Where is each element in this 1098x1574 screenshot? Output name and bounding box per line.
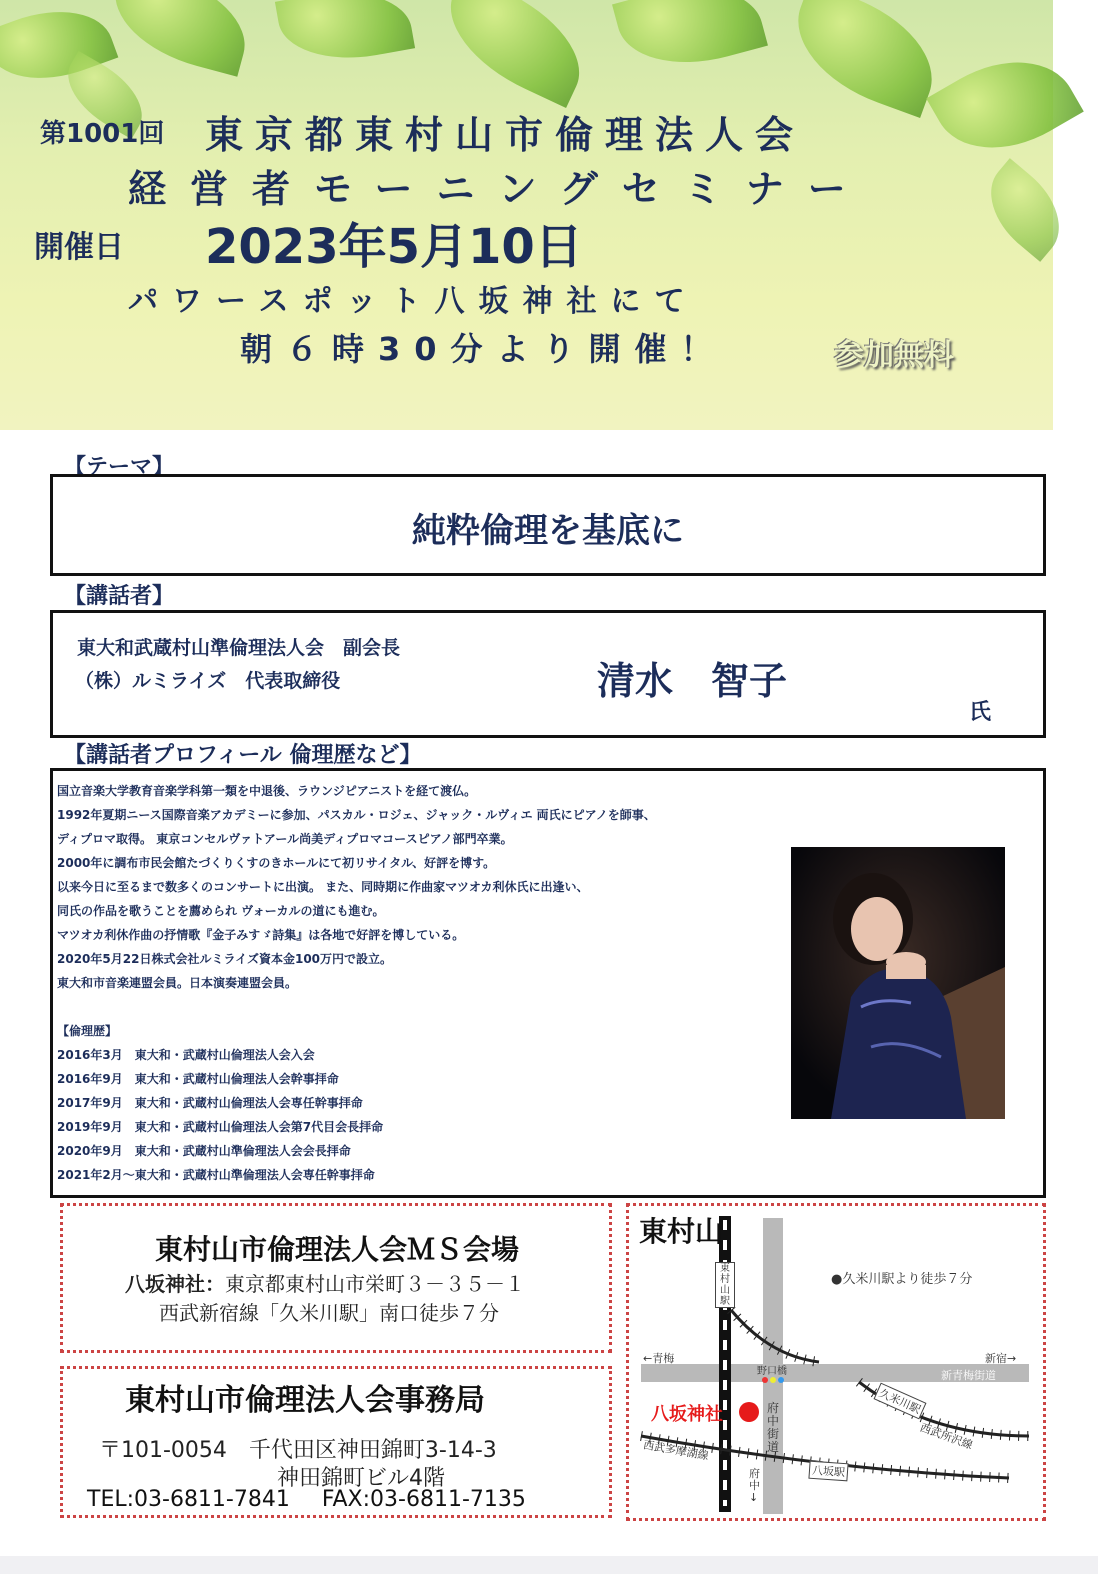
speaker-role-2: （株）ルミライズ 代表取締役	[75, 670, 341, 692]
map-kumegawa: 久米川駅	[874, 1383, 927, 1420]
spacer	[57, 995, 656, 1019]
office-box	[60, 1366, 612, 1518]
profile-line: 同氏の作品を歌うことを薦められ ヴォーカルの道にも進む。	[57, 904, 385, 918]
leaf-decoration	[612, 0, 768, 82]
page-footer-strip	[0, 1556, 1098, 1574]
map-shrine: 八坂神社	[651, 1404, 723, 1425]
speaker-suffix: 氏	[969, 700, 992, 725]
speaker-label: 【講話者】	[64, 584, 175, 609]
leaf-decoration	[430, 0, 600, 108]
header-banner	[0, 0, 1053, 430]
profile-line: 2020年5月22日株式会社ルミライズ資本金100万円で設立。	[57, 952, 393, 966]
map-station: 東村山駅	[715, 1262, 735, 1308]
profile-label: 【講話者プロフィール 倫理歴など】	[64, 743, 422, 768]
history-line: 2019年9月 東大和・武蔵村山倫理法人会第7代目会長拝命	[57, 1120, 384, 1134]
venue-box	[60, 1203, 612, 1353]
history-line: 2017年9月 東大和・武蔵村山倫理法人会専任幹事拝命	[57, 1096, 363, 1110]
leaf-decoration	[275, 0, 415, 71]
map-bridge: 野口橋	[757, 1366, 787, 1377]
history-line: 2016年3月 東大和・武蔵村山倫理法人会入会	[57, 1048, 315, 1062]
speaker-photo-illustration	[791, 847, 1005, 1119]
leaf-decoration	[102, 0, 258, 77]
profile-box	[50, 768, 1046, 1198]
profile-line: 以来今日に至るまで数多くのコンサートに出演。 また、同時期に作曲家マツオカ利休氏に出逢い、	[57, 880, 589, 894]
access-map	[626, 1203, 1046, 1521]
office-postal: 〒101-0054 千代田区神田錦町3-14-3	[99, 1438, 497, 1463]
leaf-decoration	[779, 0, 951, 118]
free-badge: 参加無料	[834, 338, 954, 373]
date-label: 開催日	[34, 230, 124, 265]
theme-box	[50, 474, 1046, 576]
time-line: 朝６時30分より開催！	[240, 330, 727, 368]
seminar-title: 経営者モーニングセミナー	[128, 167, 870, 211]
leaf-decoration	[971, 158, 1053, 262]
org-title: 東京都東村山市倫理法人会	[205, 113, 806, 157]
profile-line: 東大和市音楽連盟会員。日本演奏連盟会員。	[57, 976, 298, 990]
map-yasaka-station: 八坂駅	[808, 1461, 848, 1482]
map-to-shinjuku: 新宿→	[985, 1352, 1017, 1365]
theme-label: 【テーマ】	[64, 455, 175, 480]
profile-line: マツオカ利休作曲の抒情歌『金子みすゞ詩集』は各地で好評を博している。	[57, 928, 465, 942]
map-walk-note: ●久米川駅より徒歩７分	[831, 1272, 973, 1287]
profile-text	[57, 779, 656, 1187]
venue-line: パワースポット八坂神社にて	[128, 284, 699, 319]
map-road: 新青梅街道	[941, 1369, 996, 1382]
shrine-label: 八坂神社：	[125, 1272, 225, 1296]
map-tamako-line: 西武多摩湖線	[642, 1438, 710, 1463]
speaker-role-1: 東大和武蔵村山準倫理法人会 副会長	[77, 637, 401, 659]
history-label: 【倫理歴】	[57, 1024, 118, 1038]
map-fuchu: 府中↓	[749, 1467, 760, 1504]
profile-line: ディプロマ取得。 東京コンセルヴァトアール尚美ディプロマコースピアノ部門卒業。	[57, 832, 513, 846]
venue-address-line	[125, 1268, 525, 1297]
session-number: 第1001回	[40, 119, 165, 149]
speaker-box	[50, 610, 1046, 738]
event-date: 2023年5月10日	[205, 219, 583, 275]
office-fax: FAX:03-6811-7135	[321, 1487, 526, 1512]
map-fuchu-road: 府中街道	[767, 1401, 780, 1454]
office-contact	[87, 1487, 526, 1512]
office-building: 神田錦町ビル4階	[277, 1466, 445, 1491]
profile-line: 1992年夏期ニース国際音楽アカデミーに参加、パスカル・ロジェ、ジャック・ルヴィエ 両氏にピアノを師事、	[57, 808, 656, 822]
venue-access: 西武新宿線「久米川駅」南口徒歩７分	[159, 1301, 499, 1325]
profile-line: 国立音楽大学教育音楽学科第一類を中退後、ラウンジピアニストを経て渡仏。	[57, 784, 477, 798]
venue-title: 東村山市倫理法人会ＭＳ会場	[155, 1233, 520, 1266]
office-tel: TEL:03-6811-7841	[87, 1487, 290, 1512]
leaf-decoration	[926, 34, 1053, 177]
history-line: 2016年9月 東大和・武蔵村山倫理法人会幹事拝命	[57, 1072, 339, 1086]
office-title: 東村山市倫理法人会事務局	[125, 1383, 485, 1418]
theme-title: 純粋倫理を基底に	[412, 511, 684, 551]
speaker-photo	[791, 847, 1005, 1119]
map-seibu-line: 西武所沢線	[918, 1420, 975, 1452]
profile-line: 2000年に調布市民会館たづくりくすのきホールにて初リサイタル、好評を博す。	[57, 856, 496, 870]
map-to-ome: ←青梅	[643, 1352, 675, 1365]
history-line: 2021年2月～東大和・武蔵村山準倫理法人会専任幹事拝命	[57, 1168, 375, 1182]
map-city: 東村山	[639, 1215, 724, 1248]
speaker-name: 清水 智子	[597, 659, 788, 703]
history-line: 2020年9月 東大和・武蔵村山準倫理法人会会長拝命	[57, 1144, 351, 1158]
venue-address: 東京都東村山市栄町３－３５－１	[225, 1272, 525, 1296]
